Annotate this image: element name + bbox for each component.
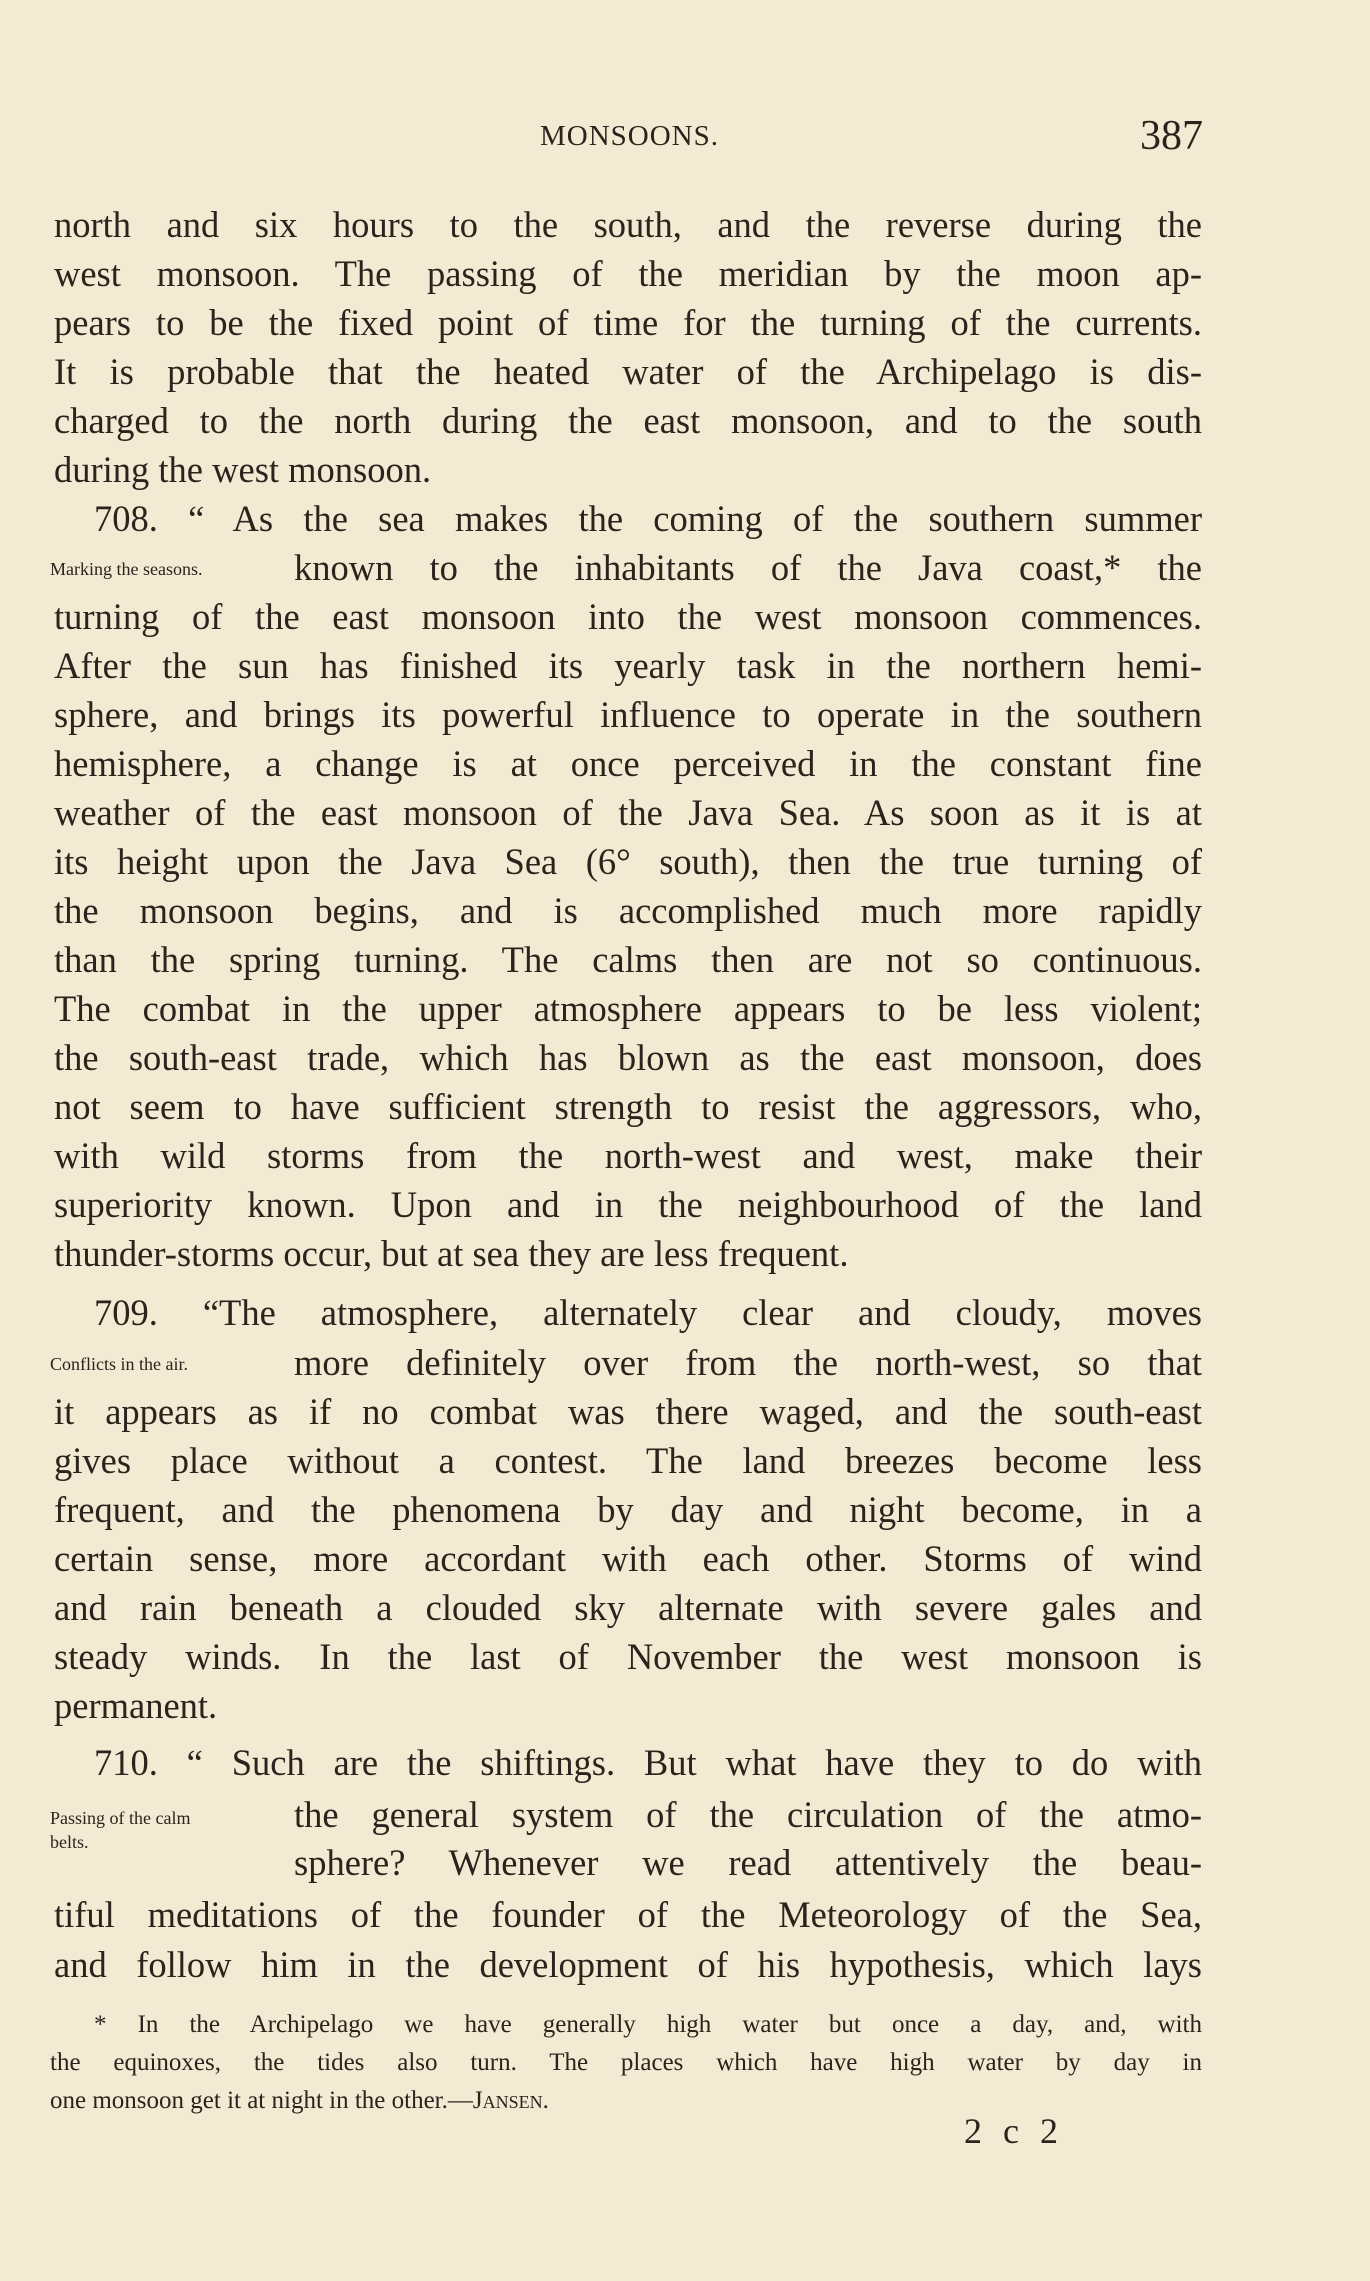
sidenote-marking-the-seasons: Marking the seasons. <box>50 559 203 579</box>
printer-signature-mark: 2 c 2 <box>964 2111 1064 2151</box>
text-line: and follow him in the development of his hypothesis, which lays <box>54 1944 1202 1985</box>
text-line: known to the inhabitants of the Java coast,* the <box>294 547 1202 588</box>
text-line: with wild storms from the north-west and west, make their <box>54 1135 1202 1176</box>
paragraph-709-first-line: 709. “The atmosphere, alternately clear and cloudy, moves <box>94 1292 1202 1333</box>
footnote-line: * In the Archipelago we have generally high water but once a day, and, with <box>94 2011 1202 2038</box>
text-line: sphere? Whenever we read attentively the beau- <box>294 1842 1202 1883</box>
paragraph-710-first-line: 710. “ Such are the shiftings. But what have they to do with <box>94 1742 1202 1783</box>
page-number: 387 <box>1140 113 1203 159</box>
text-line: during the west monsoon. <box>54 449 432 490</box>
text-line: weather of the east monsoon of the Java Sea. As soon as it is at <box>54 792 1202 833</box>
text-line: thunder-storms occur, but at sea they are less frequent. <box>54 1233 849 1274</box>
text-line: turning of the east monsoon into the west monsoon commences. <box>54 596 1202 637</box>
sidenote-belts: belts. <box>50 1832 89 1852</box>
text-line: steady winds. In the last of November the west monsoon is <box>54 1636 1202 1677</box>
text-line: pears to be the fixed point of time for the turning of the currents. <box>54 302 1202 343</box>
text-line: hemisphere, a change is at once perceived in the constant fine <box>54 743 1202 784</box>
text-line: certain sense, more accordant with each other. Storms of wind <box>54 1538 1202 1579</box>
text-line: more definitely over from the north-west, so that <box>294 1342 1202 1383</box>
sidenote-passing-of-the-calm: Passing of the calm <box>50 1808 191 1828</box>
text-line: west monsoon. The passing of the meridian by the moon ap- <box>54 253 1202 294</box>
footnote-text: one monsoon get it at night in the other.— <box>50 2087 473 2114</box>
text-line: its height upon the Java Sea (6° south), then the true turning of <box>54 841 1202 882</box>
text-line: the general system of the circulation of the atmo- <box>294 1794 1202 1835</box>
text-line: charged to the north during the east monsoon, and to the south <box>54 400 1202 441</box>
footnote-line: the equinoxes, the tides also turn. The places which have high water by day in <box>50 2049 1202 2076</box>
text-line: permanent. <box>54 1685 218 1726</box>
text-line: It is probable that the heated water of the Archipelago is dis- <box>54 351 1202 392</box>
text-line: north and six hours to the south, and the reverse during the <box>54 204 1202 245</box>
text-line: the south-east trade, which has blown as the east monsoon, does <box>54 1037 1202 1078</box>
footnote-signature: Jansen. <box>472 2087 549 2114</box>
sidenote-conflicts-in-the-air: Conflicts in the air. <box>50 1354 188 1374</box>
text-line: The combat in the upper atmosphere appears to be less violent; <box>54 988 1202 1029</box>
text-line: it appears as if no combat was there waged, and the south-east <box>54 1391 1202 1432</box>
paragraph-708-first-line: 708. “ As the sea makes the coming of the southern summer <box>94 498 1202 539</box>
text-line: the monsoon begins, and is accomplished much more rapidly <box>54 890 1202 931</box>
text-line: gives place without a contest. The land breezes become less <box>54 1440 1202 1481</box>
text-line: sphere, and brings its powerful influence to operate in the southern <box>54 694 1202 735</box>
text-line: than the spring turning. The calms then are not so continuous. <box>54 939 1202 980</box>
text-line: not seem to have sufficient strength to resist the aggressors, who, <box>54 1086 1202 1127</box>
text-line: After the sun has finished its yearly task in the northern hemi- <box>54 645 1202 686</box>
text-line: superiority known. Upon and in the neighbourhood of the land <box>54 1184 1202 1225</box>
text-line: frequent, and the phenomena by day and night become, in a <box>54 1489 1202 1530</box>
text-line: tiful meditations of the founder of the Meteorology of the Sea, <box>54 1894 1202 1935</box>
text-line: and rain beneath a clouded sky alternate with severe gales and <box>54 1587 1202 1628</box>
running-header-title: MONSOONS. <box>540 120 720 152</box>
